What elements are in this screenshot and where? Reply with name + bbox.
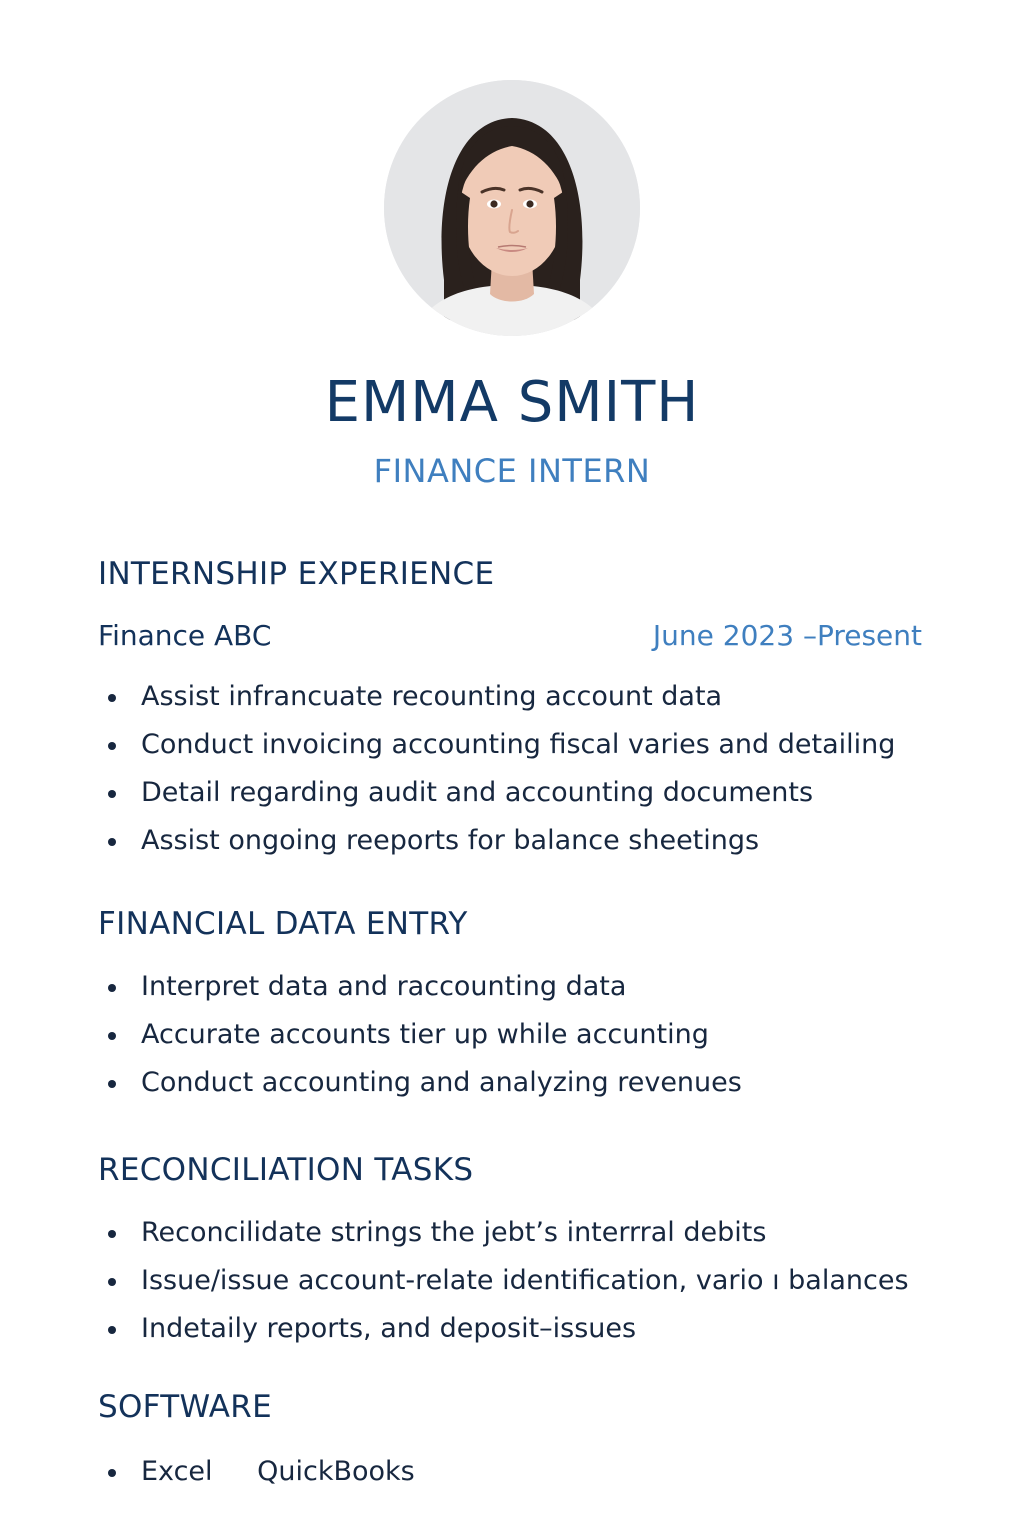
list-item: Reconcilidate strings the jebt’s interrral debits (98, 1216, 909, 1264)
data-entry-section-title: FINANCIAL DATA ENTRY (98, 906, 468, 942)
reconciliation-section-title: RECONCILIATION TASKS (98, 1152, 474, 1188)
list-item: Conduct accounting and analyzing revenues (98, 1066, 742, 1114)
internship-section-title: INTERNSHIP EXPERIENCE (98, 556, 495, 592)
reconciliation-bullet-list (98, 1216, 909, 1360)
software-item-excel: Excel (141, 1456, 213, 1487)
person-portrait-icon (384, 80, 640, 336)
list-item: Assist infrancuate recounting account data (98, 680, 895, 728)
candidate-role: FINANCE INTERN (373, 452, 651, 490)
software-list (98, 1455, 415, 1491)
list-item: Detail regarding audit and accounting documents (98, 776, 895, 824)
employment-dates: June 2023 –Present (652, 619, 922, 652)
list-item: Accurate accounts tier up while accunting (98, 1018, 742, 1066)
candidate-name: EMMA SMITH (324, 370, 700, 435)
list-item: Assist ongoing reeports for balance sheetings (98, 824, 895, 872)
list-item: Indetaily reports, and deposit–issues (98, 1312, 909, 1360)
internship-bullet-list (98, 680, 895, 872)
profile-photo (384, 80, 640, 336)
company-name: Finance ABC (98, 619, 272, 652)
list-item: Interpret data and raccounting data (98, 970, 742, 1018)
list-item: Issue/issue account-relate identification, vario ı balances (98, 1264, 909, 1312)
software-section-title: SOFTWARE (98, 1389, 272, 1425)
data-entry-bullet-list (98, 970, 742, 1114)
list-item: Conduct invoicing accounting fiscal varies and detailing (98, 728, 895, 776)
software-item-quickbooks: QuickBooks (257, 1456, 415, 1487)
